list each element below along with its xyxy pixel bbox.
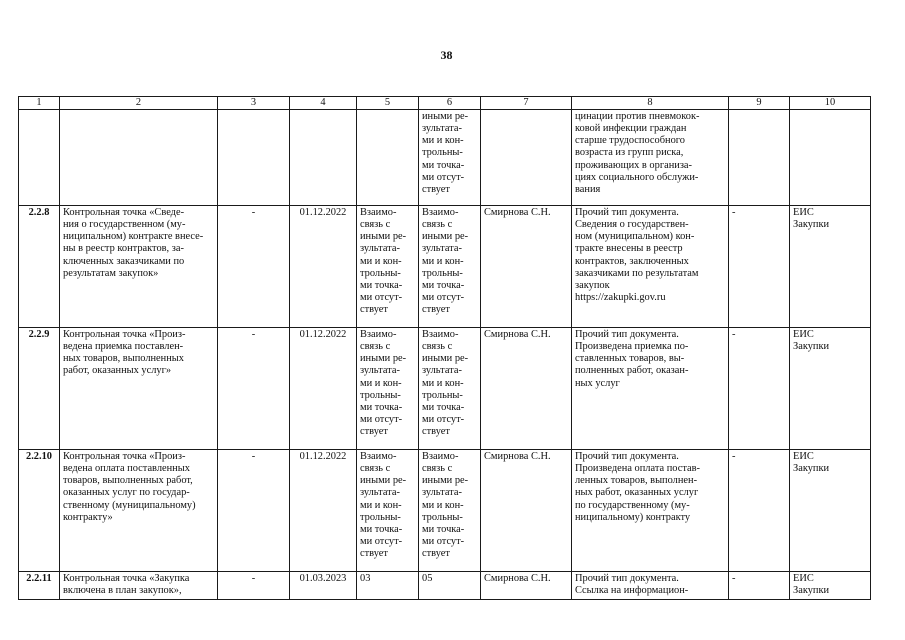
text-line: ном (муниципальном) кон-	[575, 231, 695, 243]
document-type-cell	[572, 328, 729, 450]
row-number-cell: 2.2.9	[19, 328, 60, 450]
text-line: Взаимо-	[422, 451, 459, 462]
deadline-date: 01.12.2022	[290, 206, 357, 328]
relation-cell	[419, 206, 481, 328]
text-line: ниципальному) контракту	[575, 511, 691, 523]
text-line: связь с	[422, 341, 453, 353]
text-line: иными ре-	[422, 231, 469, 243]
table-row	[19, 110, 871, 206]
responsible-person: Смирнова С.Н.	[481, 450, 572, 572]
deadline-date: 01.12.2022	[290, 450, 357, 572]
table-row	[19, 206, 871, 328]
table-row	[19, 450, 871, 572]
text-line: ствует	[360, 548, 388, 560]
text-line: Закупки	[793, 219, 830, 231]
column-number: 10	[790, 97, 871, 110]
deadline-date: 01.03.2023	[290, 572, 357, 600]
text-line: контрактов, заключенных	[575, 255, 689, 267]
text-line: старше трудоспособного	[575, 135, 685, 147]
text-line: ствует	[360, 426, 388, 438]
text-line: полненных работ, оказан-	[575, 365, 689, 377]
column-number: 8	[572, 97, 729, 110]
column-9-cell: -	[729, 206, 790, 328]
text-line: ведена приемка поставлен-	[63, 341, 184, 353]
control-points-table	[18, 96, 871, 600]
column-number: 4	[290, 97, 357, 110]
text-line: Взаимо-	[422, 329, 459, 340]
column-number: 6	[419, 97, 481, 110]
text-line: ми отсут-	[422, 536, 465, 548]
text-line: закупок	[575, 279, 610, 291]
text-line: Произведена оплата постав-	[575, 463, 700, 475]
text-line: ственному (муниципальному)	[63, 499, 196, 511]
text-line: товаров, выполненных работ,	[63, 475, 193, 487]
info-system-cell	[790, 328, 871, 450]
row-number-cell: 2.2.11	[19, 572, 60, 600]
text-line: трольны-	[422, 389, 463, 401]
table-row	[19, 572, 871, 600]
text-line: зультата-	[422, 123, 462, 135]
text-line: связь с	[422, 219, 453, 231]
text-line: связь с	[360, 463, 391, 475]
text-line: цинации против пневмокок-	[575, 111, 700, 122]
control-point-title	[60, 206, 218, 328]
info-system-cell	[790, 110, 871, 206]
text-line: трольны-	[360, 511, 401, 523]
text-line: ведена оплата поставленных	[63, 463, 190, 475]
column-9-cell: -	[729, 572, 790, 600]
text-line: Закупки	[793, 585, 830, 597]
text-line: Прочий тип документа.	[575, 207, 679, 218]
text-line: Взаимо-	[360, 329, 397, 340]
responsible-person: Смирнова С.Н.	[481, 206, 572, 328]
text-line: Контрольная точка «Произ-	[63, 451, 186, 462]
text-line: включена в план закупок»,	[63, 585, 182, 597]
text-line: вания	[575, 183, 601, 195]
text-line: ствует	[360, 304, 388, 316]
text-line: работ, оказанных услуг»	[63, 365, 172, 377]
text-line: ми и кон-	[422, 255, 464, 267]
document-type-cell	[572, 206, 729, 328]
text-line: проживающих в организа-	[575, 159, 692, 171]
relation-cell	[357, 450, 419, 572]
text-line: зультата-	[422, 243, 462, 255]
text-line: зультата-	[360, 365, 400, 377]
text-line: https://zakupki.gov.ru	[575, 292, 666, 304]
text-line: по государственному (му-	[575, 499, 690, 511]
text-line: Прочий тип документа.	[575, 573, 679, 584]
text-line: возраста из групп риска,	[575, 147, 684, 159]
text-line: ми точка-	[422, 401, 465, 413]
text-line: ми отсут-	[422, 414, 465, 426]
text-line: ковой инфекции граждан	[575, 123, 687, 135]
text-line: ми точка-	[360, 523, 403, 535]
column-number: 7	[481, 97, 572, 110]
text-line: ных работ, оказанных услуг	[575, 487, 699, 499]
text-line: связь с	[360, 219, 391, 231]
text-line: Прочий тип документа.	[575, 451, 679, 462]
text-line: ми и кон-	[422, 499, 464, 511]
text-line: зультата-	[360, 487, 400, 499]
text-line: трольны-	[360, 267, 401, 279]
column-number: 5	[357, 97, 419, 110]
text-line: контракту»	[63, 511, 113, 523]
relation-cell	[419, 110, 481, 206]
control-point-title	[60, 328, 218, 450]
text-line: ствует	[422, 426, 450, 438]
text-line: ленных товаров, выполнен-	[575, 475, 698, 487]
responsible-person	[481, 110, 572, 206]
deadline-date: 01.12.2022	[290, 328, 357, 450]
text-line: ми отсут-	[422, 171, 465, 183]
control-point-title	[60, 450, 218, 572]
text-line: иными ре-	[422, 353, 469, 365]
text-line: ми отсут-	[360, 414, 403, 426]
text-line: ми отсут-	[360, 536, 403, 548]
relation-cell	[357, 206, 419, 328]
text-line: ми точка-	[360, 401, 403, 413]
row-number-cell: 2.2.10	[19, 450, 60, 572]
text-line: ствует	[422, 183, 450, 195]
text-line: ЕИС	[793, 207, 814, 218]
document-type-cell	[572, 110, 729, 206]
text-line: связь с	[422, 463, 453, 475]
text-line: зультата-	[360, 243, 400, 255]
relation-cell	[419, 450, 481, 572]
text-line: ЕИС	[793, 573, 814, 584]
text-line: ми точка-	[360, 279, 403, 291]
row-number-cell: 2.2.8	[19, 206, 60, 328]
text-line: ми и кон-	[360, 499, 402, 511]
text-line: иными ре-	[422, 111, 469, 122]
text-line: Взаимо-	[422, 207, 459, 218]
column-3-cell: -	[218, 572, 290, 600]
document-type-cell	[572, 572, 729, 600]
text-line: ных услуг	[575, 377, 620, 389]
column-3-cell: -	[218, 206, 290, 328]
text-line: ных товаров, выполненных	[63, 353, 184, 365]
text-line: ния о государственном (му-	[63, 219, 186, 231]
column-9-cell: -	[729, 328, 790, 450]
column-number: 2	[60, 97, 218, 110]
relation-cell	[357, 110, 419, 206]
column-3-cell	[218, 110, 290, 206]
relation-cell	[419, 328, 481, 450]
text-line: заказчиками по результатам	[575, 267, 699, 279]
column-9-cell	[729, 110, 790, 206]
text-line: ми точка-	[422, 523, 465, 535]
text-line: трольны-	[422, 511, 463, 523]
column-number: 1	[19, 97, 60, 110]
text-line: ЕИС	[793, 451, 814, 462]
row-number-cell	[19, 110, 60, 206]
text-line: зультата-	[422, 365, 462, 377]
text-line: ми и кон-	[360, 377, 402, 389]
text-line: ми отсут-	[422, 292, 465, 304]
info-system-cell	[790, 450, 871, 572]
text-line: Контрольная точка «Произ-	[63, 329, 186, 340]
control-point-title	[60, 572, 218, 600]
text-line: Контрольная точка «Сведе-	[63, 207, 185, 218]
page-number: 38	[440, 48, 453, 62]
deadline-date	[290, 110, 357, 206]
text-line: связь с	[360, 341, 391, 353]
table-row	[19, 328, 871, 450]
text-line: ми и кон-	[360, 255, 402, 267]
text-line: 05	[422, 573, 433, 584]
text-line: ны в реестр контрактов, за-	[63, 243, 184, 255]
text-line: ми и кон-	[422, 377, 464, 389]
text-line: зультата-	[422, 487, 462, 499]
column-number-row	[19, 97, 871, 110]
text-line: ствует	[422, 548, 450, 560]
relation-cell	[357, 572, 419, 600]
text-line: результатам закупок»	[63, 267, 159, 279]
text-line: ми и кон-	[422, 135, 464, 147]
text-line: оказанных услуг по государ-	[63, 487, 190, 499]
info-system-cell	[790, 206, 871, 328]
column-9-cell: -	[729, 450, 790, 572]
text-line: ствует	[422, 304, 450, 316]
text-line: трольны-	[422, 147, 463, 159]
column-3-cell: -	[218, 328, 290, 450]
responsible-person: Смирнова С.Н.	[481, 328, 572, 450]
column-number: 9	[729, 97, 790, 110]
text-line: ми отсут-	[360, 292, 403, 304]
text-line: иными ре-	[360, 231, 407, 243]
text-line: ниципальном) контракте внесе-	[63, 231, 204, 243]
text-line: иными ре-	[360, 475, 407, 487]
control-point-title	[60, 110, 218, 206]
responsible-person: Смирнова С.Н.	[481, 572, 572, 600]
text-line: Прочий тип документа.	[575, 329, 679, 340]
text-line: трольны-	[360, 389, 401, 401]
info-system-cell	[790, 572, 871, 600]
document-type-cell	[572, 450, 729, 572]
text-line: тракте внесены в реестр	[575, 243, 683, 255]
text-line: ЕИС	[793, 329, 814, 340]
text-line: ключенных заказчиками по	[63, 255, 185, 267]
text-line: ми точка-	[422, 159, 465, 171]
text-line: Произведена приемка по-	[575, 341, 689, 353]
column-number: 3	[218, 97, 290, 110]
text-line: Закупки	[793, 463, 830, 475]
text-line: Закупки	[793, 341, 830, 353]
text-line: Сведения о государствен-	[575, 219, 689, 231]
column-3-cell: -	[218, 450, 290, 572]
text-line: трольны-	[422, 267, 463, 279]
text-line: Взаимо-	[360, 207, 397, 218]
text-line: Ссылка на информацион-	[575, 585, 689, 597]
text-line: циях социального обслужи-	[575, 171, 699, 183]
text-line: ми точка-	[422, 279, 465, 291]
text-line: Взаимо-	[360, 451, 397, 462]
relation-cell	[419, 572, 481, 600]
text-line: иными ре-	[360, 353, 407, 365]
relation-cell	[357, 328, 419, 450]
text-line: 03	[360, 573, 371, 584]
text-line: ставленных товаров, вы-	[575, 353, 685, 365]
text-line: Контрольная точка «Закупка	[63, 573, 190, 584]
text-line: иными ре-	[422, 475, 469, 487]
